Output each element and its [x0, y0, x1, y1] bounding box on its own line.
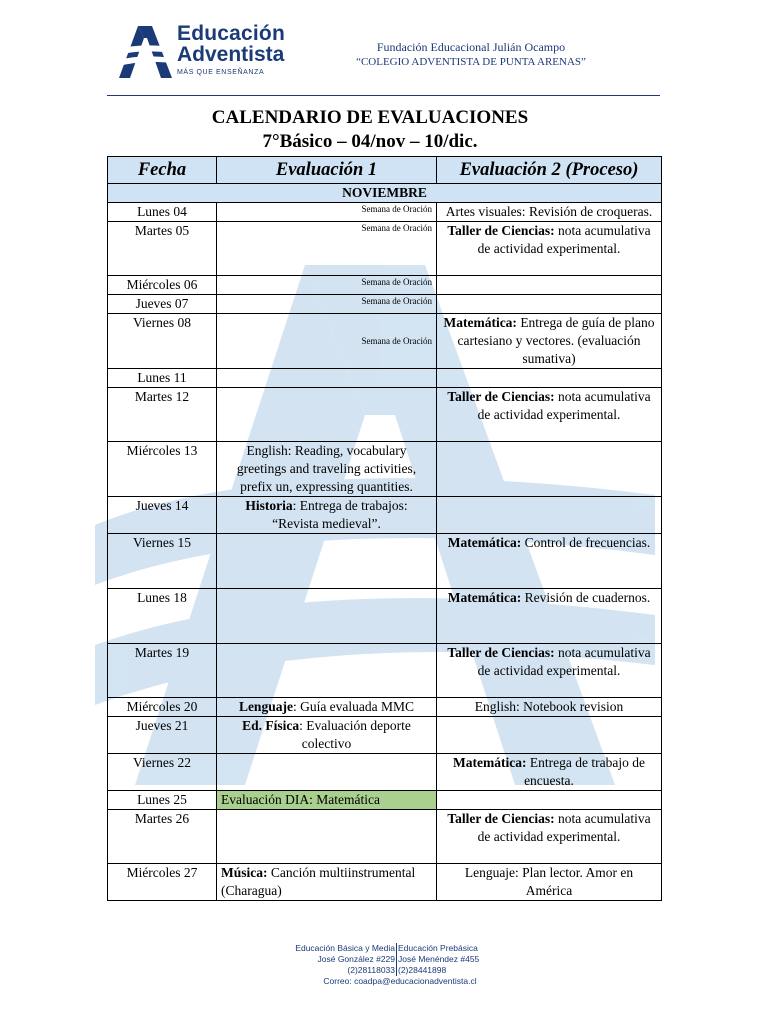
evaluation-calendar-table	[107, 156, 662, 901]
eval2-cell	[437, 314, 662, 369]
table-row	[108, 369, 662, 388]
eval2-text: Artes visuales: Revisión de croqueras.	[445, 204, 653, 219]
eval2-subject: Taller de Ciencias:	[447, 811, 555, 826]
date-cell: Jueves 21	[108, 717, 217, 754]
footer-divider	[396, 943, 397, 976]
header-divider	[107, 95, 660, 96]
footer-contact	[280, 943, 520, 991]
eval2-text: Entrega de trabajo de encuesta.	[524, 755, 645, 788]
table-row	[108, 810, 662, 864]
eval2-subject: Matemática:	[447, 590, 522, 605]
table-row	[108, 276, 662, 295]
footer-prebasica	[398, 943, 479, 976]
eval2-cell	[437, 497, 662, 534]
eval2-cell	[437, 589, 662, 644]
footer-left-line: José González #229	[317, 954, 395, 964]
eval2-cell	[437, 276, 662, 295]
date-cell: Lunes 18	[108, 589, 217, 644]
prayer-week-note: Semana de Oración	[361, 277, 432, 287]
eval2-text: nota acumulativa de actividad experimental.	[477, 645, 651, 678]
date-cell: Martes 26	[108, 810, 217, 864]
logo-tagline: MÁS QUE ENSEÑANZA	[177, 69, 265, 76]
date-cell: Viernes 08	[108, 314, 217, 369]
table-row	[108, 534, 662, 589]
eval2-text: nota acumulativa de actividad experimental.	[477, 223, 651, 256]
eval1-cell	[217, 754, 437, 791]
logo-wordmark-line2: Adventista	[177, 43, 285, 66]
month-row	[108, 184, 662, 203]
table-row	[108, 864, 662, 901]
eval1-text: Evaluación DIA: Matemática	[221, 792, 380, 807]
table-row	[108, 644, 662, 698]
institution-header	[326, 40, 616, 68]
date-cell: Viernes 15	[108, 534, 217, 589]
column-header-fecha: Fecha	[108, 157, 217, 184]
eval1-cell	[217, 864, 437, 901]
date-cell: Jueves 07	[108, 295, 217, 314]
prayer-week-note: Semana de Oración	[361, 204, 432, 214]
eval1-text: English: Reading, vocabulary greetings and traveling activities, prefix un, expressing quantities.	[236, 443, 417, 494]
brand-logo	[116, 22, 316, 84]
date-cell: Miércoles 13	[108, 442, 217, 497]
eval2-text: Lenguaje: Plan lector. Amor en América	[464, 865, 634, 898]
eval2-cell	[437, 717, 662, 754]
footer-right-line: Educación Prebásica	[398, 943, 478, 953]
eval2-text: Entrega de guía de plano cartesiano y vectores. (evaluación sumativa)	[457, 315, 655, 366]
eval1-cell	[217, 698, 437, 717]
eval2-subject: Matemática:	[443, 315, 517, 330]
eval1-text: : Entrega de trabajos: “Revista medieval”.	[272, 498, 408, 531]
table-row	[108, 388, 662, 442]
eval2-cell	[437, 222, 662, 276]
eval1-cell	[217, 442, 437, 497]
eval1-subject: Lenguaje	[238, 699, 293, 714]
table-header-row	[108, 157, 662, 184]
eval2-subject: Matemática:	[447, 535, 522, 550]
school-name: “COLEGIO ADVENTISTA DE PUNTA ARENAS”	[356, 56, 586, 68]
footer-right-line: (2)28441898	[398, 965, 447, 975]
eval1-cell	[217, 810, 437, 864]
date-cell: Jueves 14	[108, 497, 217, 534]
eval2-text: nota acumulativa de actividad experimental.	[477, 389, 651, 422]
eval2-text: English: Notebook revision	[474, 699, 624, 714]
eval1-cell	[217, 534, 437, 589]
eval1-subject: Música:	[221, 865, 268, 880]
eval1-cell	[217, 497, 437, 534]
date-cell: Lunes 25	[108, 791, 217, 810]
eval1-cell-highlighted	[217, 791, 437, 810]
footer-right-line: José Menéndez #455	[398, 954, 480, 964]
table-row	[108, 203, 662, 222]
table-row	[108, 589, 662, 644]
eval2-subject: Taller de Ciencias:	[447, 389, 555, 404]
table-row	[108, 717, 662, 754]
eval1-text: : Guía evaluada MMC	[292, 699, 415, 714]
date-cell: Viernes 22	[108, 754, 217, 791]
table-row	[108, 791, 662, 810]
table-row	[108, 754, 662, 791]
eval2-cell	[437, 864, 662, 901]
date-cell: Martes 19	[108, 644, 217, 698]
prayer-week-note: Semana de Oración	[361, 223, 432, 233]
eval2-subject: Taller de Ciencias:	[447, 223, 555, 238]
eval1-text: Canción multiinstrumental (Charagua)	[221, 865, 416, 898]
eval1-cell	[217, 276, 437, 295]
eval1-cell	[217, 295, 437, 314]
eval2-cell	[437, 388, 662, 442]
date-cell: Martes 12	[108, 388, 217, 442]
eval2-cell	[437, 534, 662, 589]
footer-left-line: (2)28118033	[347, 965, 395, 975]
eval2-cell	[437, 810, 662, 864]
month-label: NOVIEMBRE	[108, 184, 662, 203]
eval1-cell	[217, 589, 437, 644]
eval2-cell	[437, 754, 662, 791]
eval1-cell	[217, 369, 437, 388]
eval2-cell	[437, 442, 662, 497]
date-cell: Lunes 04	[108, 203, 217, 222]
prayer-week-note: Semana de Oración	[361, 296, 432, 306]
eval1-cell	[217, 314, 437, 369]
footer-left-line: Educación Básica y Media	[295, 943, 395, 953]
eval2-subject: Taller de Ciencias:	[447, 645, 555, 660]
table-row	[108, 222, 662, 276]
education-logo-icon	[116, 26, 172, 78]
date-cell: Martes 05	[108, 222, 217, 276]
date-cell: Miércoles 27	[108, 864, 217, 901]
eval1-subject: Ed. Física	[242, 718, 300, 733]
footer-basic-media	[295, 943, 395, 976]
table-row	[108, 314, 662, 369]
date-cell: Lunes 11	[108, 369, 217, 388]
page-title: CALENDARIO DE EVALUACIONES	[211, 107, 529, 128]
page-subtitle: 7°Básico – 04/nov – 10/dic.	[262, 131, 478, 152]
foundation-name: Fundación Educacional Julián Ocampo	[376, 40, 566, 54]
eval1-cell	[217, 644, 437, 698]
eval2-cell	[437, 203, 662, 222]
eval1-cell	[217, 203, 437, 222]
eval2-subject: Matemática:	[453, 755, 527, 770]
footer-email[interactable]: Correo: coadpa@educacionadventista.cl	[323, 976, 477, 986]
eval2-cell	[437, 644, 662, 698]
table-row	[108, 497, 662, 534]
eval2-text: nota acumulativa de actividad experimental.	[477, 811, 651, 844]
eval2-text: Revisión de cuadernos.	[521, 590, 651, 605]
logo-wordmark-line1: Educación	[177, 22, 285, 45]
eval1-cell	[217, 717, 437, 754]
column-header-evaluacion-2: Evaluación 2 (Proceso)	[437, 157, 662, 184]
eval2-cell	[437, 698, 662, 717]
eval2-cell	[437, 369, 662, 388]
date-cell: Miércoles 06	[108, 276, 217, 295]
eval1-subject: Historia	[245, 498, 293, 513]
eval1-cell	[217, 222, 437, 276]
table-row	[108, 295, 662, 314]
column-header-evaluacion-1: Evaluación 1	[217, 157, 437, 184]
date-cell: Miércoles 20	[108, 698, 217, 717]
eval1-text: : Evaluación deporte colectivo	[299, 718, 411, 751]
eval2-cell	[437, 295, 662, 314]
prayer-week-note: Semana de Oración	[361, 335, 432, 346]
table-row	[108, 442, 662, 497]
eval2-cell	[437, 791, 662, 810]
table-row	[108, 698, 662, 717]
eval2-text: Control de frecuencias.	[521, 535, 651, 550]
eval1-cell	[217, 388, 437, 442]
